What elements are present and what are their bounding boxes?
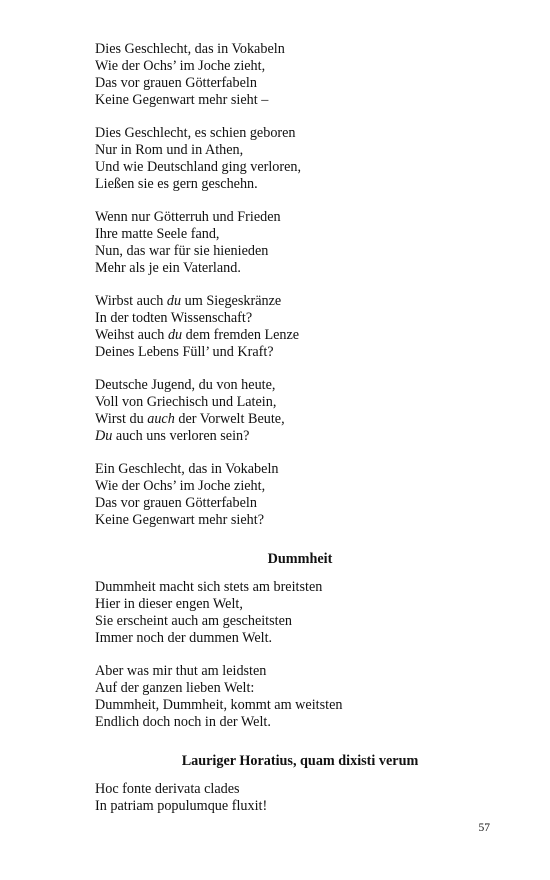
stanza (95, 209, 505, 277)
verse-line: Ein Geschlecht, das in Vokabeln (95, 461, 279, 477)
stanza (95, 41, 505, 109)
verse-line: Wirbst auch du um Siegeskränze (95, 293, 282, 309)
page-number: 57 (478, 822, 490, 834)
verse-line: Wie der Ochs’ im Joche zieht, (95, 478, 266, 494)
verse-line: Nun, das war für sie hienieden (95, 243, 269, 259)
verse-line: Dummheit macht sich stets am breitsten (95, 579, 323, 595)
verse-line: Auf der ganzen lieben Welt: (95, 680, 255, 696)
verse-line: Hier in dieser engen Welt, (95, 596, 243, 612)
verse-line: Ihre matte Seele fand, (95, 226, 220, 242)
verse-line: Dummheit, Dummheit, kommt am weitsten (95, 697, 343, 713)
verse-line: Dies Geschlecht, das in Vokabeln (95, 41, 285, 57)
stanza (95, 579, 505, 647)
stanza (95, 125, 505, 193)
stanza (95, 377, 505, 445)
verse-line: In patriam populumque fluxit! (95, 798, 268, 814)
poem-title: Lauriger Horatius, quam dixisti verum (181, 753, 419, 769)
verse-line: Deines Lebens Füll’ und Kraft? (95, 344, 274, 360)
verse-line: In der todten Wissenschaft? (95, 310, 253, 326)
verse-line: Wirst du auch der Vorwelt Beute, (95, 411, 285, 427)
verse-line: Weihst auch du dem fremden Lenze (95, 327, 300, 343)
stanza (95, 663, 505, 731)
stanza (95, 781, 505, 815)
stanza (95, 461, 505, 529)
stanza (95, 293, 505, 361)
verse-line: Wie der Ochs’ im Joche zieht, (95, 58, 266, 74)
verse-line: Deutsche Jugend, du von heute, (95, 377, 276, 393)
verse-line: Endlich doch noch in der Welt. (95, 714, 271, 730)
verse-line: Und wie Deutschland ging verloren, (95, 159, 302, 175)
verse-line: Ließen sie es gern geschehn. (95, 176, 258, 192)
verse-line: Dies Geschlecht, es schien geboren (95, 125, 296, 141)
verse-line: Keine Gegenwart mehr sieht – (95, 92, 269, 108)
verse-line: Das vor grauen Götterfabeln (95, 495, 257, 511)
poem-title: Dummheit (267, 551, 333, 567)
verse-line: Voll von Griechisch und Latein, (95, 394, 277, 410)
verse-line: Immer noch der dummen Welt. (95, 630, 273, 646)
verse-line: Nur in Rom und in Athen, (95, 142, 244, 158)
verse-line: Das vor grauen Götterfabeln (95, 75, 257, 91)
verse-line: Sie erscheint auch am gescheitsten (95, 613, 292, 629)
verse-line: Du auch uns verloren sein? (95, 428, 250, 444)
verse-line: Hoc fonte derivata clades (95, 781, 240, 797)
verse-line: Mehr als je ein Vaterland. (95, 260, 241, 276)
verse-line: Wenn nur Götterruh und Frieden (95, 209, 281, 225)
verse-line: Keine Gegenwart mehr sieht? (95, 512, 264, 528)
verse-line: Aber was mir thut am leidsten (95, 663, 267, 679)
